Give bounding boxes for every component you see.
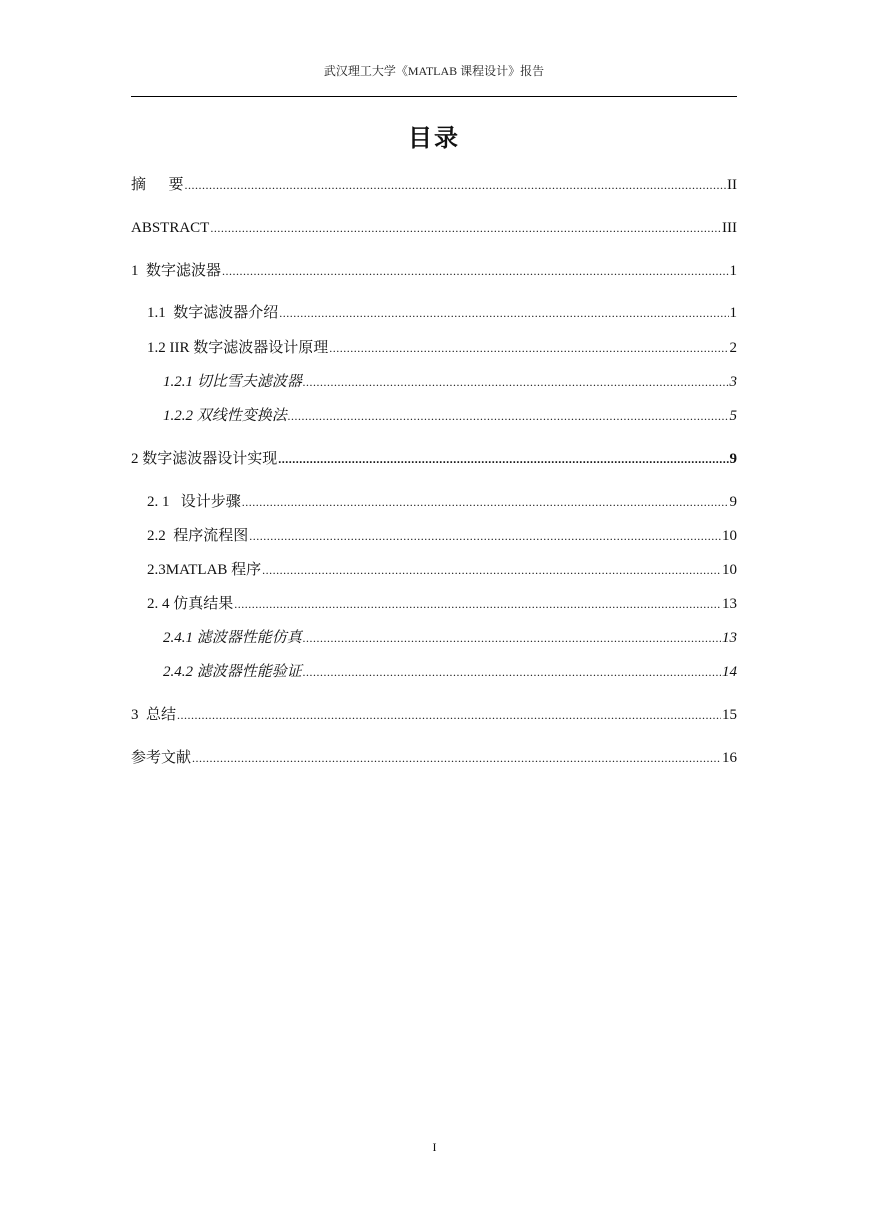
toc-entry-chapter-2[interactable] [131,449,737,469]
toc-entry-section-1-1[interactable] [147,303,737,323]
toc-entry-page: 1 [729,263,737,279]
toc-entry-section-1-2[interactable] [147,338,737,358]
toc-entry-page: 14 [722,664,737,680]
toc-entry-section-2-3[interactable] [147,560,737,580]
toc-leader [234,594,721,614]
toc-entry-section-2-4-2[interactable] [163,662,737,682]
toc-leader [329,338,728,358]
toc-entry-page: 9 [729,451,737,467]
toc-entry-label: 2.4.2 滤波器性能验证 [163,664,302,680]
toc-entry-label: 1 数字滤波器 [131,263,222,279]
toc-entry-page: 13 [722,596,737,612]
toc-leader [185,175,726,195]
toc-entry-abstract-cn[interactable] [131,175,737,195]
toc-entry-page: 10 [722,562,737,578]
page-title: 目录 [408,126,460,152]
toc-entry-label: 2. 4 仿真结果 [147,596,234,612]
toc-entry-page: 2 [729,340,737,356]
toc-entry-label: 2.2 程序流程图 [147,528,249,544]
toc-leader [242,492,729,512]
toc-entry-label: 2 数字滤波器设计实现 [131,451,278,467]
toc-entry-page: 5 [729,408,737,424]
toc-entry-page: 15 [722,707,737,723]
toc-leader [278,449,728,469]
toc-entry-section-2-2[interactable] [147,526,737,546]
toc-entry-label: 2.3MATLAB 程序 [147,562,262,578]
toc-leader [288,406,729,426]
toc-leader [279,303,728,323]
toc-entry-abstract-en[interactable] [131,218,737,238]
toc-entry-section-1-2-2[interactable] [163,406,737,426]
toc-entry-label: 摘 要 [131,177,184,193]
toc-leader [303,662,721,682]
toc-entry-page: 13 [722,630,737,646]
toc-entry-label: 3 总结 [131,707,177,723]
toc-entry-label: 2.4.1 滤波器性能仿真 [163,630,302,646]
toc-entry-page: III [722,220,737,236]
toc-entry-label: 1.2.1 切比雪夫滤波器 [163,374,302,390]
toc-entry-label: 1.2 IIR 数字滤波器设计原理 [147,340,329,356]
toc-entry-page: 10 [722,528,737,544]
toc-entry-chapter-1[interactable] [131,261,737,281]
toc-entry-label: 参考文献 [131,750,192,766]
toc-entry-label: 1.2.2 双线性变换法 [163,408,287,424]
toc-entry-page: 3 [729,374,737,390]
toc-entry-chapter-3[interactable] [131,705,737,725]
running-header: 武汉理工大学《MATLAB 课程设计》报告 [323,64,545,78]
toc-leader [262,560,721,580]
toc-leader [303,628,721,648]
toc-leader [249,526,721,546]
toc-entry-label: ABSTRACT [131,220,210,236]
toc-entry-label: 1.1 数字滤波器介绍 [147,305,279,321]
toc-entry-section-2-1[interactable] [147,492,737,512]
toc-entry-page: 9 [729,494,737,510]
toc-leader [177,705,721,725]
toc-entry-references[interactable] [131,748,737,768]
header-rule [131,96,737,97]
toc-entry-page: 16 [722,750,737,766]
toc-entry-section-1-2-1[interactable] [163,372,737,392]
toc-entry-section-2-4-1[interactable] [163,628,737,648]
toc-entry-page: II [727,177,737,193]
toc-leader [210,218,721,238]
toc-entry-label: 2. 1 设计步骤 [147,494,241,510]
toc-leader [192,748,721,768]
toc-leader [222,261,728,281]
toc-entry-section-2-4[interactable] [147,594,737,614]
toc-entry-page: 1 [729,305,737,321]
toc-leader [303,372,729,392]
page-number: I [432,1140,437,1154]
